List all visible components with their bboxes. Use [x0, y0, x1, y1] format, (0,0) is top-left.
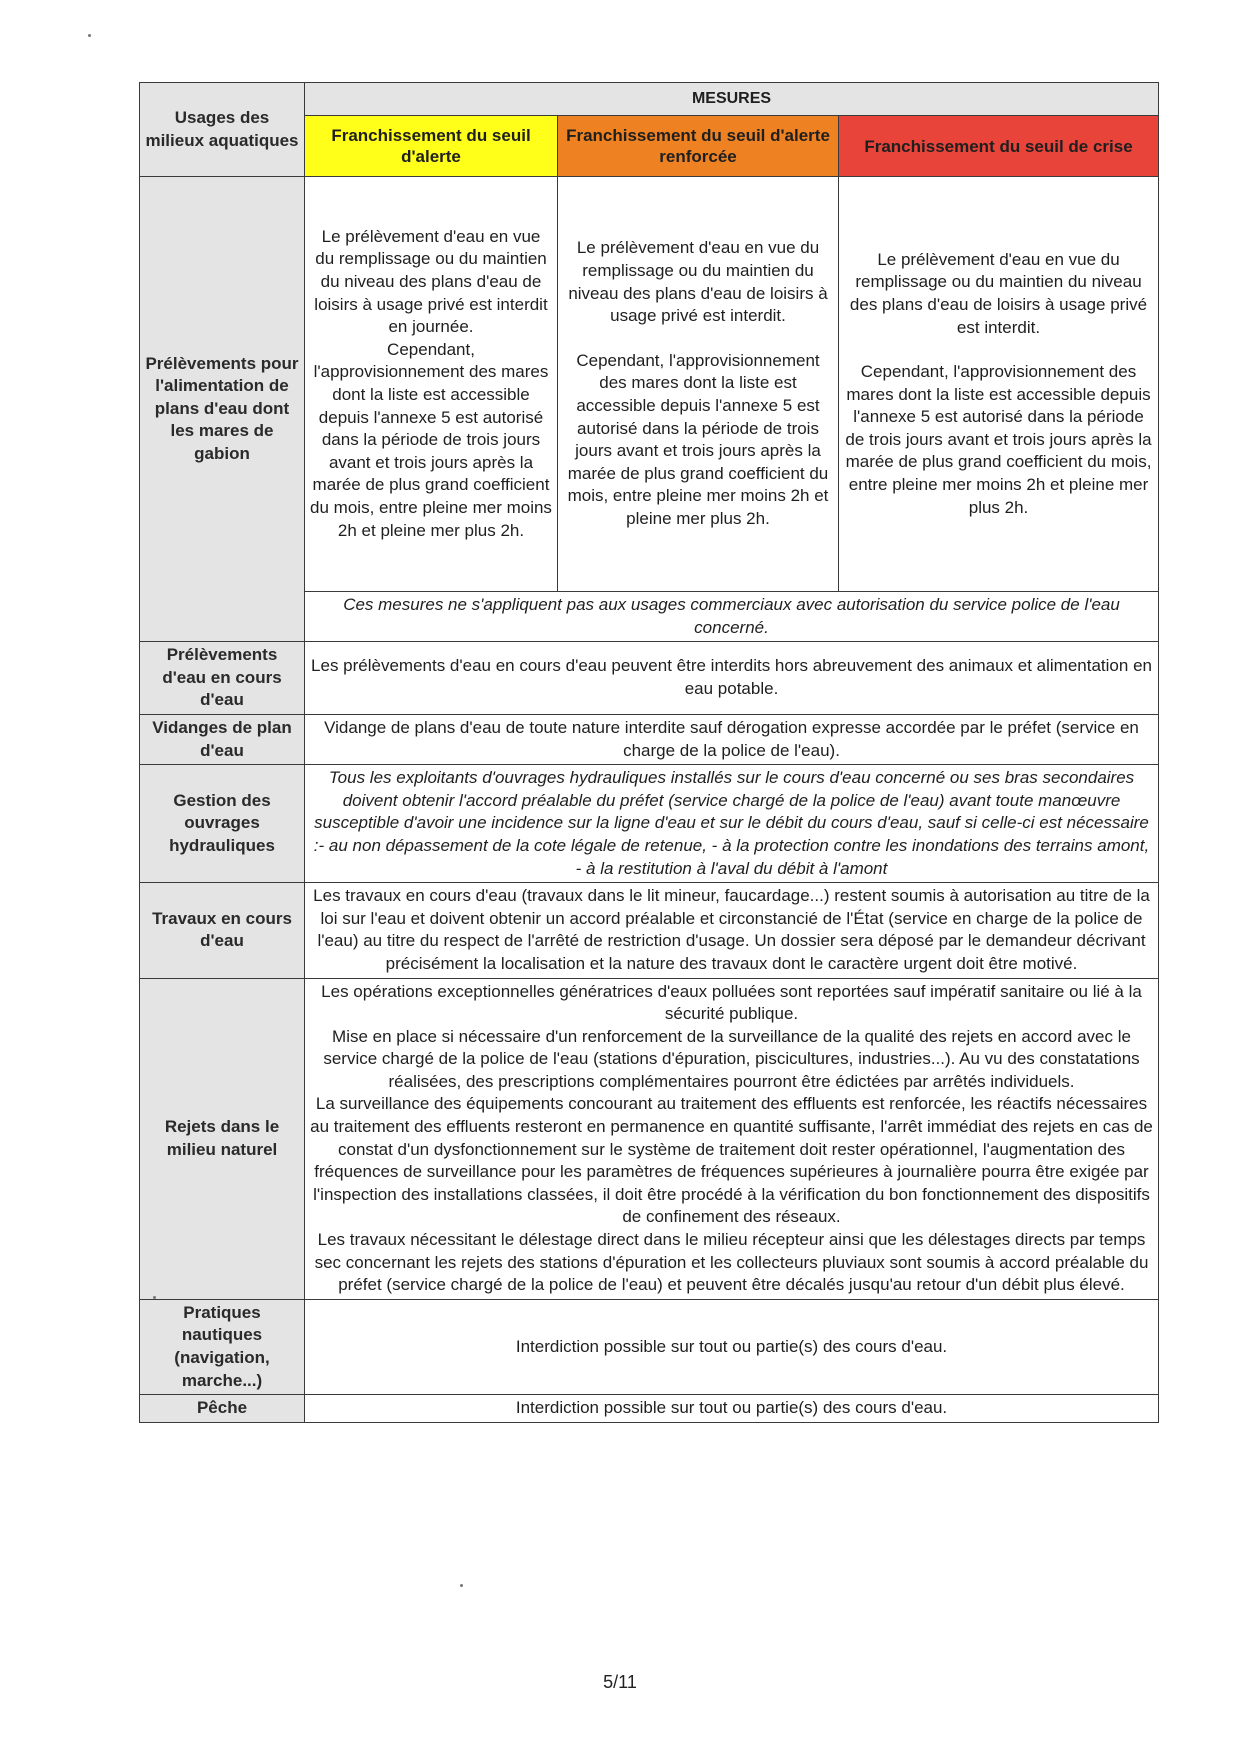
usage-label-rejets: Rejets dans le milieu naturel	[140, 978, 305, 1299]
level-alerte-header: Franchissement du seuil d'alerte	[305, 116, 558, 177]
cell-all-levels: Vidange de plans d'eau de toute nature interdite sauf dérogation expresse accordée par le préfet (service en charge de la police de l'eau).	[305, 714, 1159, 764]
cell-paragraph: Mise en place si nécessaire d'un renforcement de la surveillance de la qualité des rejets en accord avec le service chargé de la police de l'eau (stations d'épuration, piscicultures, industries...). Au vu des constatations réalisées, des prescriptions complémentaires pourront être édictées par arrêtés individuels.	[323, 1026, 1140, 1091]
usage-label-vidanges: Vidanges de plan d'eau	[140, 714, 305, 764]
cell-paragraph: Cependant, l'approvisionnement des mares dont la liste est accessible depuis l'annexe 5 est autorisé dans la période de trois jours avant et trois jours après la marée de plus grand coefficient du mois, entre pleine mer moins 2h et pleine mer plus 2h.	[310, 339, 552, 540]
table-row	[140, 714, 1159, 764]
scan-speck	[460, 1584, 463, 1587]
cell-alerte	[305, 177, 558, 592]
cell-all-levels: Tous les exploitants d'ouvrages hydrauliques installés sur le cours d'eau concerné ou ses bras secondaires doivent obtenir l'accord préalable du préfet (service chargé de la police de l'eau) avant toute manœuvre susceptible d'avoir une incidence sur la ligne d'eau et sur le débit du cours d'eau, sauf si celle-ci est nécessaire :- au non dépassement de la cote légale de retenue, - à la protection contre les inondations des terrains amont, - à la restitution à l'aval du débit à l'amont	[305, 765, 1159, 883]
cell-all-levels	[305, 978, 1159, 1299]
table-row	[140, 1395, 1159, 1423]
table-row	[140, 642, 1159, 715]
usage-label-cours-eau: Prélèvements d'eau en cours d'eau	[140, 642, 305, 715]
cell-paragraph: Cependant, l'approvisionnement des mares dont la liste est accessible depuis l'annexe 5 est autorisé dans la période de trois jours avant et trois jours après la marée de plus grand coefficient du mois, entre pleine mer moins 2h et pleine mer plus 2h.	[567, 350, 829, 528]
table-row	[140, 883, 1159, 978]
level-crise-header: Franchissement du seuil de crise	[839, 116, 1159, 177]
level-alerte-renforcee-header: Franchissement du seuil d'alerte renforcée	[558, 116, 839, 177]
commercial-exception-note: Ces mesures ne s'appliquent pas aux usages commerciaux avec autorisation du service police de l'eau concerné.	[305, 592, 1159, 642]
cell-paragraph: Les opérations exceptionnelles génératrices d'eaux polluées sont reportées sauf impératif sanitaire ou lié à la sécurité publique.	[321, 981, 1142, 1024]
cell-alerte-renforcee	[558, 177, 839, 592]
usages-header: Usages des milieux aquatiques	[140, 83, 305, 177]
cell-crise	[839, 177, 1159, 592]
page-number: 5/11	[603, 1672, 637, 1692]
cell-all-levels: Les travaux en cours d'eau (travaux dans le lit mineur, faucardage...) restent soumis à autorisation au titre de la loi sur l'eau et doivent obtenir un accord préalable et circonstancié de l'État (service en charge de la police de l'eau) au titre du respect de l'arrêté de restriction d'usage. Un dossier sera déposé par le demandeur décrivant précisément la localisation et la nature des travaux dont le caractère urgent doit être motivé.	[305, 883, 1159, 978]
usage-label-plans-eau: Prélèvements pour l'alimentation de plans d'eau dont les mares de gabion	[140, 177, 305, 642]
cell-paragraph: La surveillance des équipements concourant au traitement des effluents est renforcée, les réactifs nécessaires au traitement des effluents resteront en permanence en quantité suffisante, l'arrêt immédiat des rejets en cas de constat d'un dysfonctionnement sur le système de traitement doit rester opérationnel, l'augmentation des fréquences de surveillance pour les paramètres de fréquences supérieures à journalière pourra être exigée par l'inspection des installations classées, il doit être procédé à la vérification du bon fonctionnement des dispositifs de confinement des réseaux.	[310, 1094, 1153, 1227]
table-row	[140, 177, 1159, 592]
cell-all-levels: Interdiction possible sur tout ou partie(s) des cours d'eau.	[305, 1395, 1159, 1423]
usage-label-nautiques: Pratiques nautiques (navigation, marche...)	[140, 1299, 305, 1394]
cell-all-levels: Interdiction possible sur tout ou partie(s) des cours d'eau.	[305, 1299, 1159, 1394]
scan-speck	[88, 34, 91, 37]
cell-all-levels: Les prélèvements d'eau en cours d'eau peuvent être interdits hors abreuvement des animaux et alimentation en eau potable.	[305, 642, 1159, 715]
usage-label-travaux: Travaux en cours d'eau	[140, 883, 305, 978]
cell-paragraph: Cependant, l'approvisionnement des mares dont la liste est accessible depuis l'annexe 5 est autorisé dans la période de trois jours avant et trois jours après la marée de plus grand coefficient du mois, entre pleine mer moins 2h et pleine mer plus 2h.	[845, 362, 1152, 517]
cell-paragraph: Les travaux nécessitant le délestage direct dans le milieu récepteur ainsi que les délestages directs par temps sec concernant les rejets des stations d'épuration et les collecteurs pluviaux sont soumis à accord préalable du préfet (service chargé de la police de l'eau) et peuvent être décalés jusqu'au retour d'un débit plus élevé.	[314, 1230, 1149, 1295]
cell-paragraph: Le prélèvement d'eau en vue du remplissage ou du maintien du niveau des plans d'eau de loisirs à usage privé est interdit.	[849, 249, 1148, 337]
table-header-row	[140, 83, 1159, 116]
table-row	[140, 1299, 1159, 1394]
cell-paragraph: Le prélèvement d'eau en vue du remplissage ou du maintien du niveau des plans d'eau de loisirs à usage privé est interdit.	[568, 238, 828, 326]
table-row	[140, 765, 1159, 883]
scan-speck	[153, 1296, 156, 1299]
restrictions-table	[139, 82, 1159, 1423]
usage-label-peche: Pêche	[140, 1395, 305, 1423]
table-row	[140, 978, 1159, 1299]
mesures-header: MESURES	[305, 83, 1159, 116]
usage-label-ouvrages: Gestion des ouvrages hydrauliques	[140, 765, 305, 883]
cell-paragraph: Le prélèvement d'eau en vue du remplissage ou du maintien du niveau des plans d'eau de loisirs à usage privé est interdit en journée.	[314, 226, 548, 337]
